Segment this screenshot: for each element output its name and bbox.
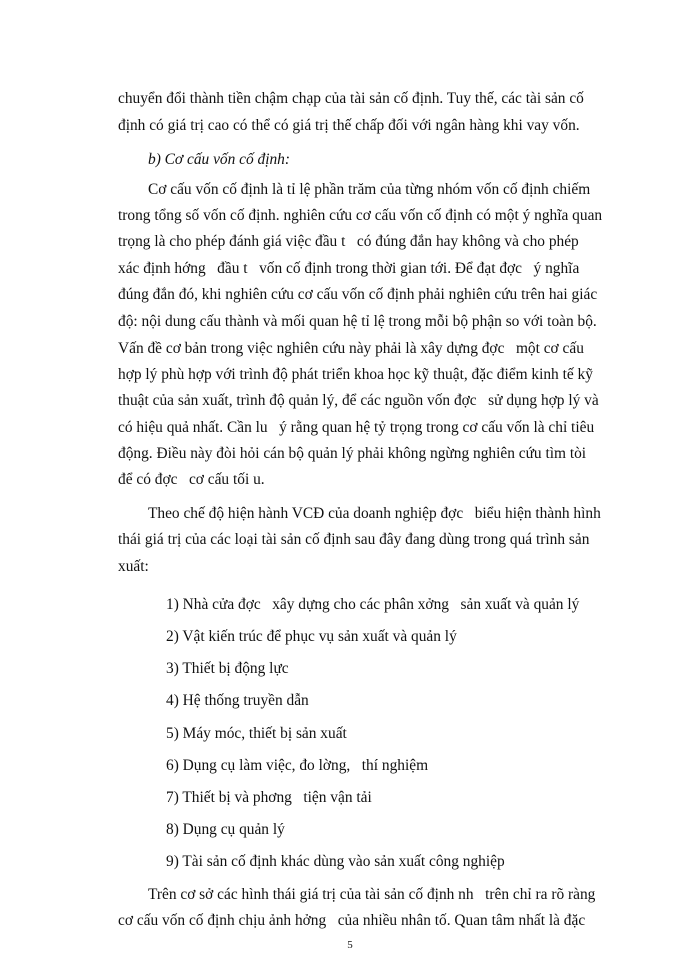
section-heading: b) Cơ cấu vốn cố định: [148, 151, 290, 168]
paragraph-1-line: hợp lý phù hợp với trình độ phát triển khoa học kỹ thuật, đặc điểm kinh tế kỹ [118, 366, 593, 383]
list-item: 8) Dụng cụ quản lý [166, 821, 285, 838]
list-item: 4) Hệ thống truyền dẫn [166, 692, 309, 709]
paragraph-1-line: có hiệu quả nhất. Cần lu ý rằng quan hệ tỷ trọng trong cơ cấu vốn là chỉ tiêu [118, 419, 595, 436]
paragraph-1-line: trọng là cho phép đánh giá việc đầu t có đúng đắn hay không và cho phép [118, 233, 579, 250]
paragraph-2-line: xuất: [118, 558, 149, 575]
list-item: 3) Thiết bị động lực [166, 660, 289, 677]
paragraph-1-line: động. Điều này đòi hỏi cán bộ quản lý phải không ngừng nghiên cứu tìm tòi [118, 445, 587, 462]
paragraph-1-line: đúng đắn đó, khi nghiên cứu cơ cấu vốn cố định phải nghiên cứu trên hai giác [118, 286, 598, 303]
intro-line: định có giá trị cao có thể có giá trị thế chấp đối với ngân hàng khi vay vốn. [118, 117, 580, 134]
paragraph-3-line: cơ cấu vốn cố định chịu ảnh hởng của nhiều nhân tố. Quan tâm nhất là đặc [118, 912, 586, 929]
list-item: 6) Dụng cụ làm việc, đo lờng, thí nghiệm [166, 757, 429, 774]
list-item: 1) Nhà cửa đợc xây dựng cho các phân xởng sản xuất và quản lý [166, 596, 580, 613]
list-item: 5) Máy móc, thiết bị sản xuất [166, 725, 347, 742]
paragraph-1-line: độ: nội dung cấu thành và mối quan hệ tỉ lệ trong mỗi bộ phận so với toàn bộ. [118, 313, 597, 330]
paragraph-2-line: thái giá trị của các loại tài sản cố định sau đây đang dùng trong quá trình sản [118, 531, 590, 548]
paragraph-1-line: để có đợc cơ cấu tối u. [118, 471, 265, 488]
paragraph-1-line: Cơ cấu vốn cố định là tỉ lệ phần trăm của từng nhóm vốn cố định chiếm [148, 181, 591, 198]
paragraph-3-line: Trên cơ sở các hình thái giá trị của tài sản cố định nh trên chỉ ra rõ ràng [148, 886, 596, 903]
list-item: 7) Thiết bị và phơng tiện vận tải [166, 789, 372, 806]
paragraph-1-line: thuật của sản xuất, trình độ quản lý, để các nguồn vốn đợc sử dụng hợp lý và [118, 392, 599, 409]
paragraph-1-line: trong tổng số vốn cố định. nghiên cứu cơ cấu vốn cố định có một ý nghĩa quan [118, 207, 603, 224]
paragraph-2-line: Theo chế độ hiện hành VCĐ của doanh nghiệp đợc biểu hiện thành hình [148, 505, 601, 522]
paragraph-1-line: Vấn đề cơ bản trong việc nghiên cứu này phải là xây dựng đợc một cơ cấu [118, 340, 584, 357]
intro-line: chuyển đổi thành tiền chậm chạp của tài sản cố định. Tuy thế, các tài sản cố [118, 90, 584, 107]
paragraph-1-line: xác định hớng đầu t vốn cố định trong thời gian tới. Để đạt đợc ý nghĩa [118, 260, 580, 277]
list-item: 9) Tài sản cố định khác dùng vào sản xuất công nghiệp [166, 853, 505, 870]
page-number: 5 [347, 939, 353, 951]
list-item: 2) Vật kiến trúc để phục vụ sản xuất và quản lý [166, 628, 457, 645]
